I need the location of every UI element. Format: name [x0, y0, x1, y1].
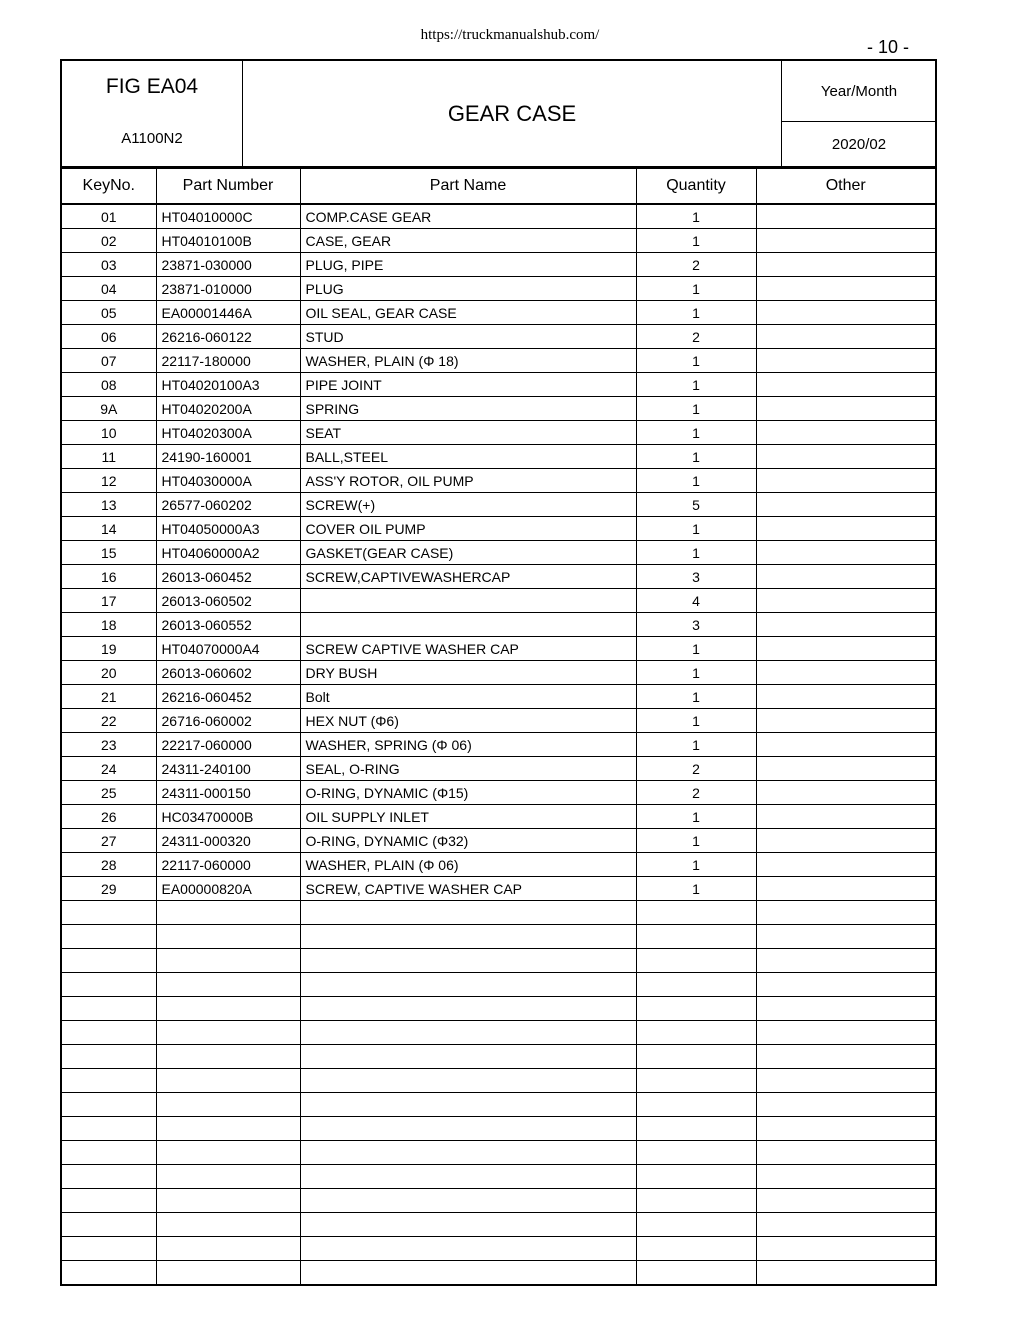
part-name-cell — [300, 1213, 636, 1237]
quantity-cell — [636, 973, 756, 997]
other-cell — [756, 901, 936, 925]
key-no-cell — [61, 1189, 156, 1213]
key-no-cell — [61, 1093, 156, 1117]
part-number-cell — [156, 973, 300, 997]
part-name-cell: STUD — [300, 325, 636, 349]
key-no-cell: 28 — [61, 853, 156, 877]
table-row — [61, 1117, 936, 1141]
part-number-cell: 26013-060602 — [156, 661, 300, 685]
title-block — [60, 59, 937, 168]
part-name-cell — [300, 1045, 636, 1069]
table-row — [61, 1261, 936, 1286]
table-row — [61, 1213, 936, 1237]
part-number-cell — [156, 1237, 300, 1261]
other-cell — [756, 565, 936, 589]
quantity-cell — [636, 997, 756, 1021]
other-cell — [756, 1069, 936, 1093]
part-name-cell: WASHER, PLAIN (Φ 18) — [300, 349, 636, 373]
other-cell — [756, 877, 936, 901]
part-number-cell — [156, 901, 300, 925]
part-number-cell: HT04070000A4 — [156, 637, 300, 661]
quantity-cell: 1 — [636, 397, 756, 421]
key-no-cell — [61, 1261, 156, 1286]
key-no-cell: 20 — [61, 661, 156, 685]
quantity-cell: 1 — [636, 805, 756, 829]
part-number-cell: HT04010100B — [156, 229, 300, 253]
key-no-cell — [61, 1141, 156, 1165]
part-number-cell: HT04010000C — [156, 204, 300, 229]
quantity-cell: 1 — [636, 661, 756, 685]
part-number-cell: 24311-000150 — [156, 781, 300, 805]
other-cell — [756, 469, 936, 493]
quantity-cell — [636, 1021, 756, 1045]
part-name-cell: OIL SEAL, GEAR CASE — [300, 301, 636, 325]
part-name-cell: WASHER, SPRING (Φ 06) — [300, 733, 636, 757]
quantity-cell — [636, 1189, 756, 1213]
quantity-cell: 1 — [636, 204, 756, 229]
quantity-cell: 1 — [636, 853, 756, 877]
other-cell — [756, 637, 936, 661]
other-cell — [756, 997, 936, 1021]
part-name-cell — [300, 613, 636, 637]
table-row — [61, 493, 936, 517]
other-cell — [756, 541, 936, 565]
figure-id: FIG EA04 — [105, 75, 199, 98]
part-name-cell: SCREW, CAPTIVE WASHER CAP — [300, 877, 636, 901]
quantity-cell — [636, 1045, 756, 1069]
table-row — [61, 805, 936, 829]
table-row — [61, 829, 936, 853]
quantity-cell — [636, 1117, 756, 1141]
table-row — [61, 925, 936, 949]
other-cell — [756, 1045, 936, 1069]
key-no-cell: 25 — [61, 781, 156, 805]
quantity-cell: 1 — [636, 517, 756, 541]
other-cell — [756, 613, 936, 637]
table-row — [61, 757, 936, 781]
key-no-cell: 17 — [61, 589, 156, 613]
page-number: - 10 - — [866, 37, 909, 57]
part-number-cell: HT04030000A — [156, 469, 300, 493]
key-no-cell: 03 — [61, 253, 156, 277]
part-number-cell: 26216-060452 — [156, 685, 300, 709]
table-row — [61, 301, 936, 325]
part-number-cell — [156, 1261, 300, 1286]
part-name-cell: DRY BUSH — [300, 661, 636, 685]
part-number-cell: 24311-000320 — [156, 829, 300, 853]
quantity-cell: 1 — [636, 373, 756, 397]
table-row — [61, 253, 936, 277]
part-number-cell — [156, 925, 300, 949]
table-row — [61, 901, 936, 925]
other-cell — [756, 253, 936, 277]
other-cell — [756, 373, 936, 397]
key-no-cell — [61, 1165, 156, 1189]
part-number-cell — [156, 1141, 300, 1165]
key-no-cell — [61, 1045, 156, 1069]
part-name-cell — [300, 1093, 636, 1117]
other-cell — [756, 397, 936, 421]
other-cell — [756, 709, 936, 733]
quantity-cell: 1 — [636, 469, 756, 493]
key-no-cell: 18 — [61, 613, 156, 637]
quantity-cell: 5 — [636, 493, 756, 517]
quantity-cell: 1 — [636, 229, 756, 253]
part-name-cell — [300, 1117, 636, 1141]
other-cell — [756, 589, 936, 613]
other-cell — [756, 685, 936, 709]
part-number-cell: EA00001446A — [156, 301, 300, 325]
key-no-cell — [61, 1213, 156, 1237]
quantity-cell: 1 — [636, 733, 756, 757]
other-cell — [756, 973, 936, 997]
date-cell — [781, 61, 936, 166]
part-name-cell — [300, 1021, 636, 1045]
key-no-cell — [61, 973, 156, 997]
document-title: GEAR CASE — [447, 100, 577, 126]
part-number-cell — [156, 1069, 300, 1093]
quantity-cell: 2 — [636, 757, 756, 781]
year-month-label: Year/Month — [782, 61, 936, 122]
other-cell — [756, 733, 936, 757]
part-number-cell: HT04050000A3 — [156, 517, 300, 541]
quantity-cell: 1 — [636, 445, 756, 469]
quantity-cell — [636, 1261, 756, 1286]
quantity-cell: 1 — [636, 301, 756, 325]
key-no-cell: 22 — [61, 709, 156, 733]
parts-table — [60, 167, 937, 1286]
other-cell — [756, 925, 936, 949]
table-row — [61, 1165, 936, 1189]
other-cell — [756, 277, 936, 301]
part-name-cell — [300, 1261, 636, 1286]
part-name-cell: COMP.CASE GEAR — [300, 204, 636, 229]
key-no-cell: 19 — [61, 637, 156, 661]
part-name-cell: SCREW CAPTIVE WASHER CAP — [300, 637, 636, 661]
part-name-cell — [300, 901, 636, 925]
quantity-cell — [636, 925, 756, 949]
quantity-cell: 1 — [636, 541, 756, 565]
other-cell — [756, 229, 936, 253]
part-name-cell: HEX NUT (Φ6) — [300, 709, 636, 733]
part-name-cell: PLUG — [300, 277, 636, 301]
key-no-cell: 12 — [61, 469, 156, 493]
part-name-cell — [300, 1165, 636, 1189]
key-no-cell: 08 — [61, 373, 156, 397]
part-number-cell: 26577-060202 — [156, 493, 300, 517]
part-number-cell: HT04060000A2 — [156, 541, 300, 565]
key-no-cell: 21 — [61, 685, 156, 709]
table-header-row — [61, 168, 936, 204]
part-number-cell: HT04020300A — [156, 421, 300, 445]
part-number-cell — [156, 1189, 300, 1213]
other-cell — [756, 781, 936, 805]
part-name-cell: CASE, GEAR — [300, 229, 636, 253]
table-row — [61, 421, 936, 445]
quantity-cell — [636, 1093, 756, 1117]
table-row — [61, 204, 936, 229]
table-row — [61, 1069, 936, 1093]
other-cell — [756, 1021, 936, 1045]
quantity-cell: 1 — [636, 637, 756, 661]
part-name-cell: GASKET(GEAR CASE) — [300, 541, 636, 565]
part-number-cell: HT04020100A3 — [156, 373, 300, 397]
column-header-other: Other — [756, 168, 936, 204]
quantity-cell: 1 — [636, 349, 756, 373]
table-row — [61, 1045, 936, 1069]
year-month-value: 2020/02 — [831, 135, 887, 153]
table-row — [61, 661, 936, 685]
key-no-cell: 10 — [61, 421, 156, 445]
table-row — [61, 1093, 936, 1117]
table-row — [61, 469, 936, 493]
quantity-cell — [636, 1237, 756, 1261]
key-no-cell: 06 — [61, 325, 156, 349]
part-number-cell — [156, 1045, 300, 1069]
other-cell — [756, 1213, 936, 1237]
part-number-cell — [156, 1093, 300, 1117]
part-name-cell: BALL,STEEL — [300, 445, 636, 469]
part-name-cell: SEAT — [300, 421, 636, 445]
other-cell — [756, 421, 936, 445]
table-row — [61, 853, 936, 877]
key-no-cell — [61, 1237, 156, 1261]
key-no-cell — [61, 901, 156, 925]
quantity-cell: 1 — [636, 877, 756, 901]
quantity-cell: 1 — [636, 277, 756, 301]
other-cell — [756, 757, 936, 781]
table-row — [61, 589, 936, 613]
key-no-cell: 15 — [61, 541, 156, 565]
part-number-cell: 26013-060452 — [156, 565, 300, 589]
key-no-cell: 05 — [61, 301, 156, 325]
part-number-cell: 22117-060000 — [156, 853, 300, 877]
part-number-cell: 22117-180000 — [156, 349, 300, 373]
table-row — [61, 325, 936, 349]
part-name-cell — [300, 925, 636, 949]
quantity-cell — [636, 901, 756, 925]
part-number-cell: 23871-030000 — [156, 253, 300, 277]
table-row — [61, 1141, 936, 1165]
key-no-cell — [61, 1117, 156, 1141]
key-no-cell: 24 — [61, 757, 156, 781]
other-cell — [756, 493, 936, 517]
quantity-cell — [636, 1213, 756, 1237]
other-cell — [756, 349, 936, 373]
table-row — [61, 349, 936, 373]
key-no-cell — [61, 997, 156, 1021]
other-cell — [756, 445, 936, 469]
other-cell — [756, 1261, 936, 1286]
part-name-cell — [300, 973, 636, 997]
other-cell — [756, 517, 936, 541]
table-row — [61, 541, 936, 565]
key-no-cell — [61, 949, 156, 973]
part-number-cell: 26013-060502 — [156, 589, 300, 613]
part-name-cell: O-RING, DYNAMIC (Φ32) — [300, 829, 636, 853]
part-name-cell: OIL SUPPLY INLET — [300, 805, 636, 829]
key-no-cell: 14 — [61, 517, 156, 541]
part-number-cell — [156, 997, 300, 1021]
table-row — [61, 373, 936, 397]
part-number-cell: 23871-010000 — [156, 277, 300, 301]
part-name-cell: O-RING, DYNAMIC (Φ15) — [300, 781, 636, 805]
column-header-part-name: Part Name — [300, 168, 636, 204]
quantity-cell: 3 — [636, 613, 756, 637]
part-name-cell: PLUG, PIPE — [300, 253, 636, 277]
part-number-cell — [156, 949, 300, 973]
part-name-cell — [300, 997, 636, 1021]
key-no-cell: 26 — [61, 805, 156, 829]
table-row — [61, 229, 936, 253]
key-no-cell: 04 — [61, 277, 156, 301]
part-number-cell: 24190-160001 — [156, 445, 300, 469]
other-cell — [756, 1237, 936, 1261]
key-no-cell: 07 — [61, 349, 156, 373]
quantity-cell: 2 — [636, 325, 756, 349]
other-cell — [756, 661, 936, 685]
part-name-cell — [300, 1069, 636, 1093]
part-name-cell — [300, 1141, 636, 1165]
key-no-cell — [61, 1021, 156, 1045]
table-row — [61, 445, 936, 469]
part-number-cell — [156, 1165, 300, 1189]
key-no-cell: 29 — [61, 877, 156, 901]
other-cell — [756, 301, 936, 325]
quantity-cell — [636, 949, 756, 973]
table-row — [61, 709, 936, 733]
key-no-cell: 11 — [61, 445, 156, 469]
table-row — [61, 781, 936, 805]
other-cell — [756, 805, 936, 829]
key-no-cell: 23 — [61, 733, 156, 757]
part-name-cell: SCREW(+) — [300, 493, 636, 517]
part-name-cell: PIPE JOINT — [300, 373, 636, 397]
other-cell — [756, 1141, 936, 1165]
table-row — [61, 613, 936, 637]
table-row — [61, 877, 936, 901]
part-name-cell: SEAL, O-RING — [300, 757, 636, 781]
table-row — [61, 685, 936, 709]
quantity-cell: 4 — [636, 589, 756, 613]
part-name-cell — [300, 1189, 636, 1213]
column-header-part-number: Part Number — [156, 168, 300, 204]
key-no-cell: 27 — [61, 829, 156, 853]
other-cell — [756, 1165, 936, 1189]
part-name-cell — [300, 949, 636, 973]
quantity-cell — [636, 1165, 756, 1189]
part-name-cell: ASS'Y ROTOR, OIL PUMP — [300, 469, 636, 493]
part-name-cell — [300, 589, 636, 613]
part-number-cell: EA00000820A — [156, 877, 300, 901]
part-number-cell — [156, 1021, 300, 1045]
header-url: https://truckmanualshub.com/ — [420, 27, 600, 43]
key-no-cell: 16 — [61, 565, 156, 589]
other-cell — [756, 1189, 936, 1213]
table-row — [61, 1237, 936, 1261]
table-row — [61, 1189, 936, 1213]
table-row — [61, 277, 936, 301]
quantity-cell: 2 — [636, 253, 756, 277]
table-row — [61, 1021, 936, 1045]
parts-table-body — [61, 204, 936, 1285]
model-id: A1100N2 — [121, 130, 183, 147]
quantity-cell: 1 — [636, 421, 756, 445]
other-cell — [756, 325, 936, 349]
part-name-cell: WASHER, PLAIN (Φ 06) — [300, 853, 636, 877]
part-number-cell: 22217-060000 — [156, 733, 300, 757]
quantity-cell: 1 — [636, 709, 756, 733]
part-number-cell: 24311-240100 — [156, 757, 300, 781]
part-name-cell: COVER OIL PUMP — [300, 517, 636, 541]
table-row — [61, 517, 936, 541]
quantity-cell: 3 — [636, 565, 756, 589]
table-row — [61, 949, 936, 973]
part-number-cell: 26216-060122 — [156, 325, 300, 349]
part-number-cell: 26013-060552 — [156, 613, 300, 637]
quantity-cell: 1 — [636, 685, 756, 709]
other-cell — [756, 853, 936, 877]
part-number-cell: 26716-060002 — [156, 709, 300, 733]
table-row — [61, 397, 936, 421]
key-no-cell — [61, 925, 156, 949]
part-number-cell — [156, 1213, 300, 1237]
quantity-cell: 2 — [636, 781, 756, 805]
other-cell — [756, 829, 936, 853]
part-name-cell: SCREW,CAPTIVEWASHERCAP — [300, 565, 636, 589]
figure-cell — [62, 61, 243, 166]
table-row — [61, 733, 936, 757]
part-name-cell — [300, 1237, 636, 1261]
part-name-cell: SPRING — [300, 397, 636, 421]
part-number-cell: HT04020200A — [156, 397, 300, 421]
quantity-cell — [636, 1141, 756, 1165]
other-cell — [756, 1093, 936, 1117]
table-row — [61, 973, 936, 997]
key-no-cell: 13 — [61, 493, 156, 517]
quantity-cell — [636, 1069, 756, 1093]
part-name-cell: Bolt — [300, 685, 636, 709]
table-row — [61, 637, 936, 661]
key-no-cell: 01 — [61, 204, 156, 229]
column-header-quantity: Quantity — [636, 168, 756, 204]
key-no-cell: 9A — [61, 397, 156, 421]
other-cell — [756, 949, 936, 973]
quantity-cell: 1 — [636, 829, 756, 853]
part-number-cell: HC03470000B — [156, 805, 300, 829]
key-no-cell: 02 — [61, 229, 156, 253]
part-number-cell — [156, 1117, 300, 1141]
column-header-key-no: KeyNo. — [61, 168, 156, 204]
key-no-cell — [61, 1069, 156, 1093]
table-row — [61, 565, 936, 589]
table-row — [61, 997, 936, 1021]
other-cell — [756, 204, 936, 229]
other-cell — [756, 1117, 936, 1141]
